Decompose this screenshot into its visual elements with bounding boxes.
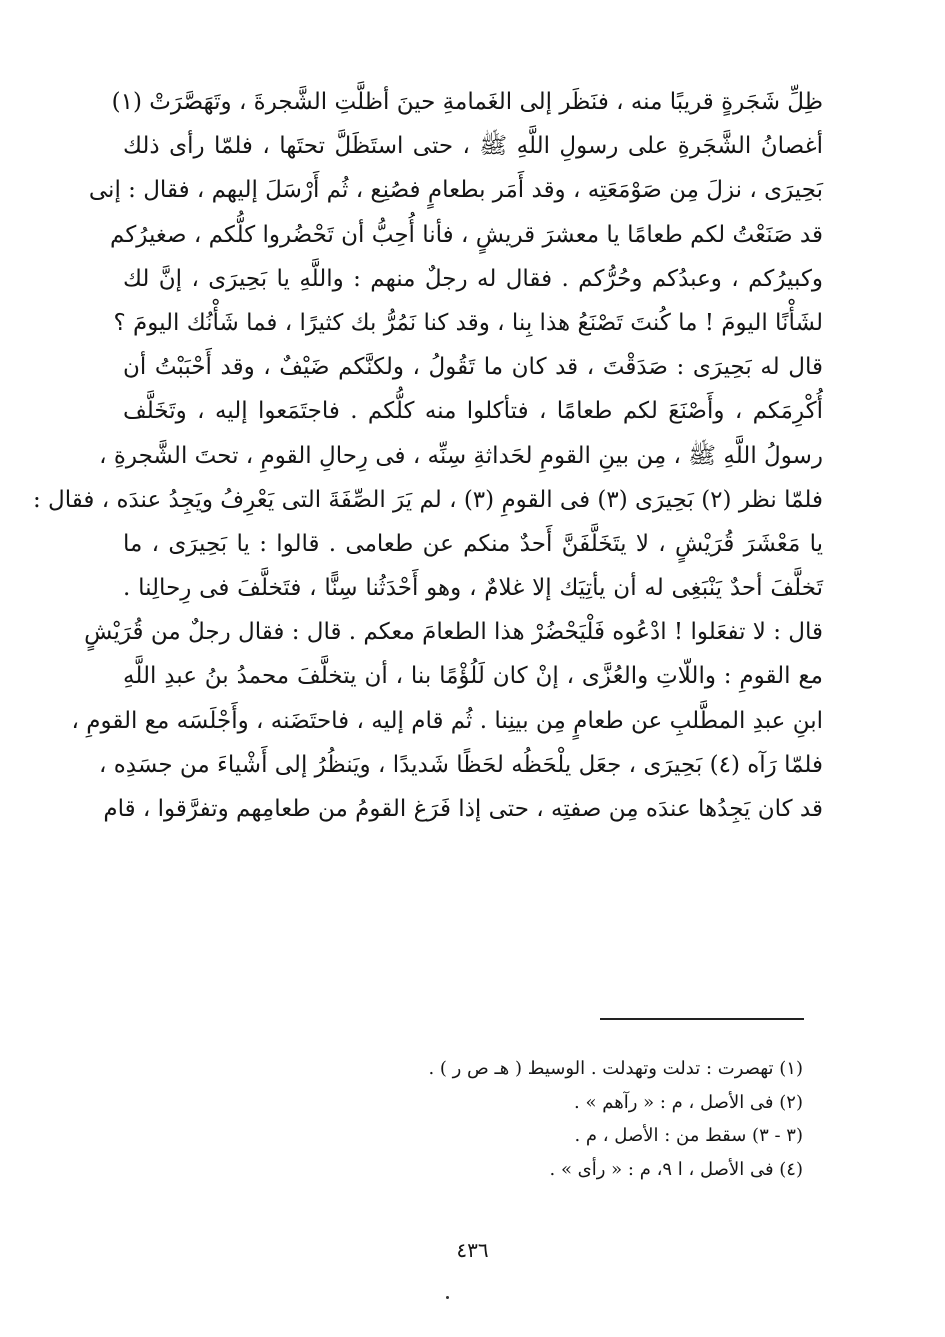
text-line: فلمّا نظر (٢) بَحِيرَى (٣) فى القومِ (٣) ، لم يَرَ الصِّفَةَ التى يَعْرِفُ ويَجِدُ عندَه ، فقال : <box>32 486 823 513</box>
text-line: مع القومِ : واللّاتِ والعُزَّى ، إنْ كان لَلُؤْمًا بنا ، أن يتخلَّفَ محمدُ بنُ عبدِ اللَّهِ <box>123 663 823 690</box>
text-line: أُكْرِمَكم ، وأَصْنَعَ لكم طعامًا ، فتأكلوا منه كلُّكم . فاجتَمَعوا إليه ، وتَخَلَّف <box>123 398 823 425</box>
text-line: رسولُ اللَّهِ ﷺ ، مِن بينِ القومِ لحَداثةِ سِنِّه ، فى رِحالِ القومِ ، تحتَ الشَّجرةِ ، <box>99 442 823 469</box>
text-line: تَخلَّفَ أحدٌ يَنْبَغِى له أن يأتِيَك إلا غلامٌ ، وهو أَحْدَثُنا سِنًّا ، فتَخلَّفَ فى رِحالِنا . <box>123 575 823 602</box>
text-line: لشَأْنًا اليومَ ! ما كُنتَ تَصْنَعُ هذا بِنا ، وقد كنا نَمُرُّ بك كثيرًا ، فما شَأْنُك اليومَ ؟ <box>113 309 823 336</box>
footnote-divider <box>600 1018 804 1020</box>
main-text-body <box>32 80 823 831</box>
text-line: يا مَعْشَرَ قُرَيْشٍ ، لا يتَخَلَّفَنَّ أَحدٌ منكم عن طعامى . قالوا : يا بَحِيرَى ، ما <box>123 530 823 557</box>
page-number: ٤٣٦ <box>456 1238 489 1262</box>
footnote: (٣ - ٣) سقط من : الأصل ، م . <box>574 1125 803 1146</box>
text-line: فلمّا رَآه (٤) بَحِيرَى ، جعَل يلْحَظُه لحَظًا شَديدًا ، ويَنظُرُ إلى أَشْياءَ من جسَدِه ، <box>98 751 823 778</box>
text-line: ظِلِّ شَجَرةٍ قريبًا منه ، فنَظَر إلى الغَمامةِ حينَ أظلَّتِ الشَّجرةَ ، وتَهَصَّرَتْ (١) <box>111 89 823 115</box>
text-line: قد كان يَجِدُها عندَه مِن صفتِه ، حتى إذا فَرَغ القومُ من طعامِهم وتفرَّقوا ، قام <box>103 796 823 822</box>
page-dot <box>446 1296 449 1299</box>
text-line: قال : لا تفعَلوا ! ادْعُوه فَلْيَحْضُرْ هذا الطعامَ معكم . قال : فقال رجلٌ من قُرَيْشٍ <box>84 619 823 646</box>
text-line: بَحِيرَى ، نزلَ مِن صَوْمَعَتِه ، وقد أَمَر بطعامٍ فصُنِع ، ثُم أَرْسَلَ إليهم ، فقال : إنى <box>88 177 823 204</box>
footnote: (٤) فى الأصل ، ا ٩، م : « رأى » . <box>549 1158 803 1180</box>
text-line: قد صَنَعْتُ لكم طعامًا يا معشرَ قريشٍ ، فأنا أُحِبُّ أن تَحْضُروا كلُّكم ، صغيرُكم <box>110 221 823 248</box>
footnote: (٢) فى الأصل ، م : « رآهم » . <box>574 1091 803 1113</box>
text-line: قال له بَحِيرَى : صَدَقْتَ ، قد كان ما تَقُولُ ، ولكنَّكم ضَيْفٌ ، وقد أَحْبَبْتُ أن <box>123 354 823 381</box>
text-line: أغصانُ الشَّجَرةِ على رسولِ اللَّهِ ﷺ ، حتى استَظَلَّ تحتَها ، فلمّا رأى ذلك <box>123 133 823 160</box>
footnotes <box>203 1052 803 1186</box>
text-line: ابنِ عبدِ المطَّلبِ عن طعامٍ مِن بينِنا . ثُم قام إليه ، فاحتَضَنه ، وأَجْلَسَه مع القومِ ، <box>71 707 823 734</box>
text-line: وكبيرُكم ، وعبدُكم وحُرُّكم . فقال له رجلٌ منهم : واللَّهِ يا بَحِيرَى ، إنَّ لك <box>123 265 823 292</box>
footnote: (١) تهصرت : تدلت وتهدلت . الوسيط ( هـ ص ر ) . <box>428 1058 803 1079</box>
